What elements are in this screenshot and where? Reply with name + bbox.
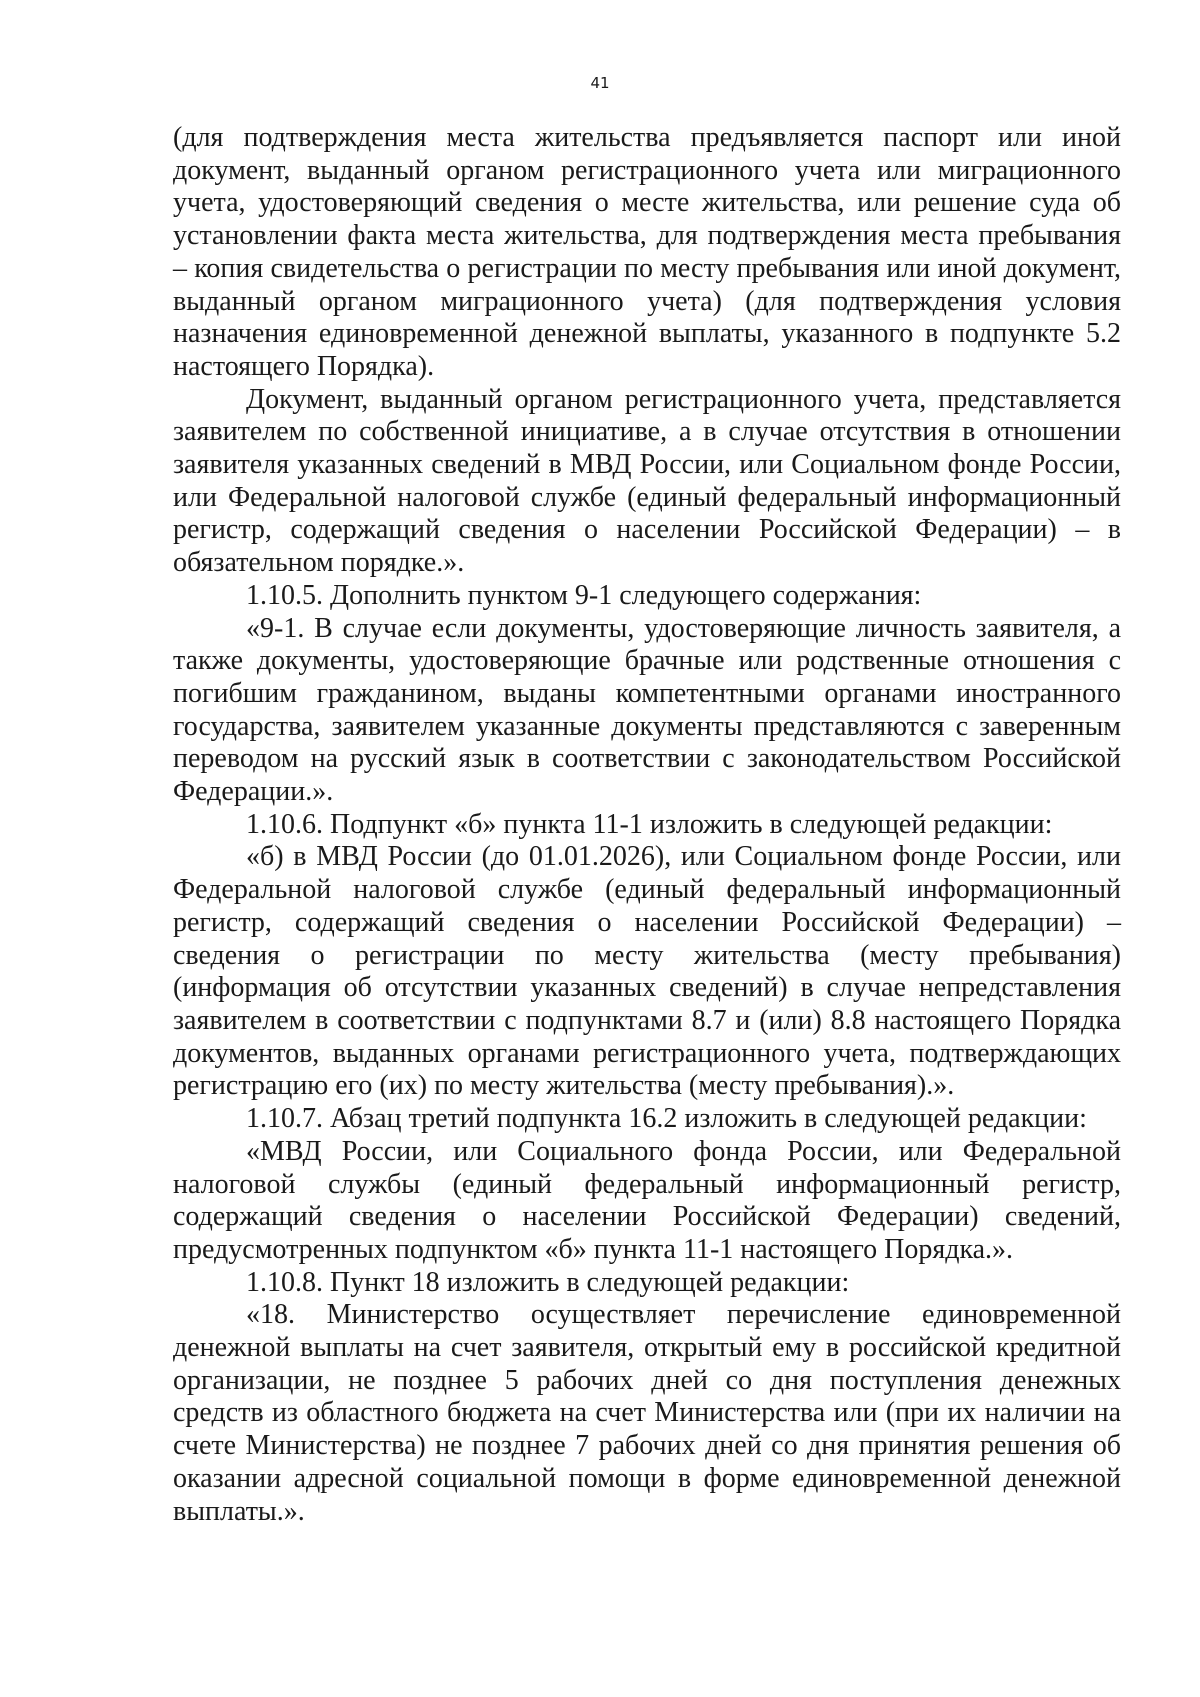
page-number: 41 <box>590 74 610 92</box>
paragraph-item-1-10-7: 1.10.7. Абзац третий подпункта 16.2 изложить в следующей редакции: <box>246 1103 1087 1135</box>
document-body <box>173 122 1121 1528</box>
paragraph-item-1-10-8: 1.10.8. Пункт 18 изложить в следующей редакции: <box>246 1266 850 1298</box>
paragraph-item-1-10-6: 1.10.6. Подпункт «б» пункта 11-1 изложить в следующей редакции: <box>246 808 1053 840</box>
paragraph-quote-9-1: «9-1. В случае если документы, удостоверяющие личность заявителя, а также документы, удостоверяющие брачные или родственные отношения с погибшим гражданином, выданы компетентными органами иностранного государства, заявителем указанные документы представляются с заверенным переводом на русский язык в соответствии с законодательством Российской Федерации.». <box>173 612 1121 808</box>
paragraph-quote-18: «18. Министерство осуществляет перечисление единовременной денежной выплаты на счет заявителя, открытый ему в российской кредитной организации, не позднее 5 рабочих дней со дня поступления денежных средств из областного бюджета на счет Министерства или (при их наличии на счете Министерства) не позднее 7 рабочих дней со дня принятия решения об оказании адресной социальной помощи в форме единовременной денежной выплаты.». <box>173 1299 1121 1527</box>
paragraph-item-1-10-5: 1.10.5. Дополнить пунктом 9-1 следующего содержания: <box>246 579 922 611</box>
paragraph-quote-mvd: «МВД России, или Социального фонда России, или Федеральной налоговой службы (единый федеральный информационный регистр, содержащий сведения о населении Российской Федерации) сведений, предусмотренных подпунктом «б» пункта 11-1 настоящего Порядка.». <box>173 1135 1121 1265</box>
paragraph-quote-b: «б) в МВД России (до 01.01.2026), или Социальном фонде России, или Федеральной налоговой службе (единый федеральный информационный регистр, содержащий сведения о населении Российской Федерации) – сведения о регистрации по месту жительства (месту пребывания) (информация об отсутствии указанных сведений) в случае непредставления заявителем в соответствии с подпунктами 8.7 и (или) 8.8 настоящего Порядка документов, выданных органами регистрационного учета, подтверждающих регистрацию его (их) по месту жительства (месту пребывания).». <box>173 841 1121 1102</box>
paragraph: Документ, выданный органом регистрационного учета, представляется заявителем по собственной инициативе, а в случае отсутствия в отношении заявителя указанных сведений в МВД России, или Социальном фонде России, или Федеральной налоговой службе (единый федеральный информационный регистр, содержащий сведения о населении Российской Федерации) – в обязательном порядке.». <box>173 383 1121 579</box>
paragraph-continuation: (для подтверждения места жительства предъявляется паспорт или иной документ, выданный органом регистрационного учета или миграционного учета, удостоверяющий сведения о месте жительства, или решение суда об установлении факта места жительства, для подтверждения места пребывания – копия свидетельства о регистрации по месту пребывания или иной документ, выданный органом миграционного учета) (для подтверждения условия назначения единовременной денежной выплаты, указанного в подпункте 5.2 настоящего Порядка). <box>173 122 1121 382</box>
